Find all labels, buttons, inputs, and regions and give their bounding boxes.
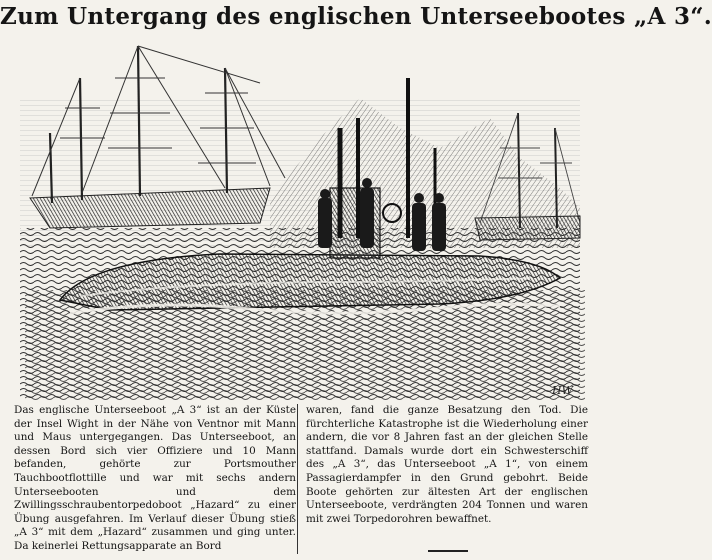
submarine-illustration <box>20 38 580 400</box>
column-divider <box>297 404 298 554</box>
article-column-left: Das englische Unterseeboot „A 3“ ist an der Küste der Insel Wight in der Nähe von Ventnor mit Mann und Maus untergegangen. Das Unterseeboot, an dessen Bord sich vier Offiziere und 10 Mann befanden, gehörte zur Portsmouther Tauchbootflottille und war mit sechs andern Unterseebooten und dem Zwillingsschraubentorpedoboot „Hazard“ zu einer Übung ausgefahren. Im Verlauf dieser Übung stieß „A 3“ mit dem „Hazard“ zusammen und ging unter. Da keinerlei Rettungsapparate an Bord <box>14 404 296 552</box>
article-end-rule <box>428 550 468 552</box>
article-column-right: waren, fand die ganze Besatzung den Tod. Die fürchterliche Katastrophe ist die Wiederholung einer andern, die vor 8 Jahren fast an der gleichen Stelle stattfand. Damals wurde dort ein Schwesterschiff des „A 3“, das Unterseeboot „A 1“, von einem Passagierdampfer in den Grund gebohrt. Beide Boote gehörten zur ältesten Art der englischen Unterseeboote, verdrängten 204 Tonnen und waren mit zwei Torpedorohren bewaffnet. <box>306 404 588 525</box>
headline: Zum Untergang des englischen Unterseebootes „A 3“. <box>0 3 712 30</box>
illustrator-signature: HW <box>552 384 573 397</box>
